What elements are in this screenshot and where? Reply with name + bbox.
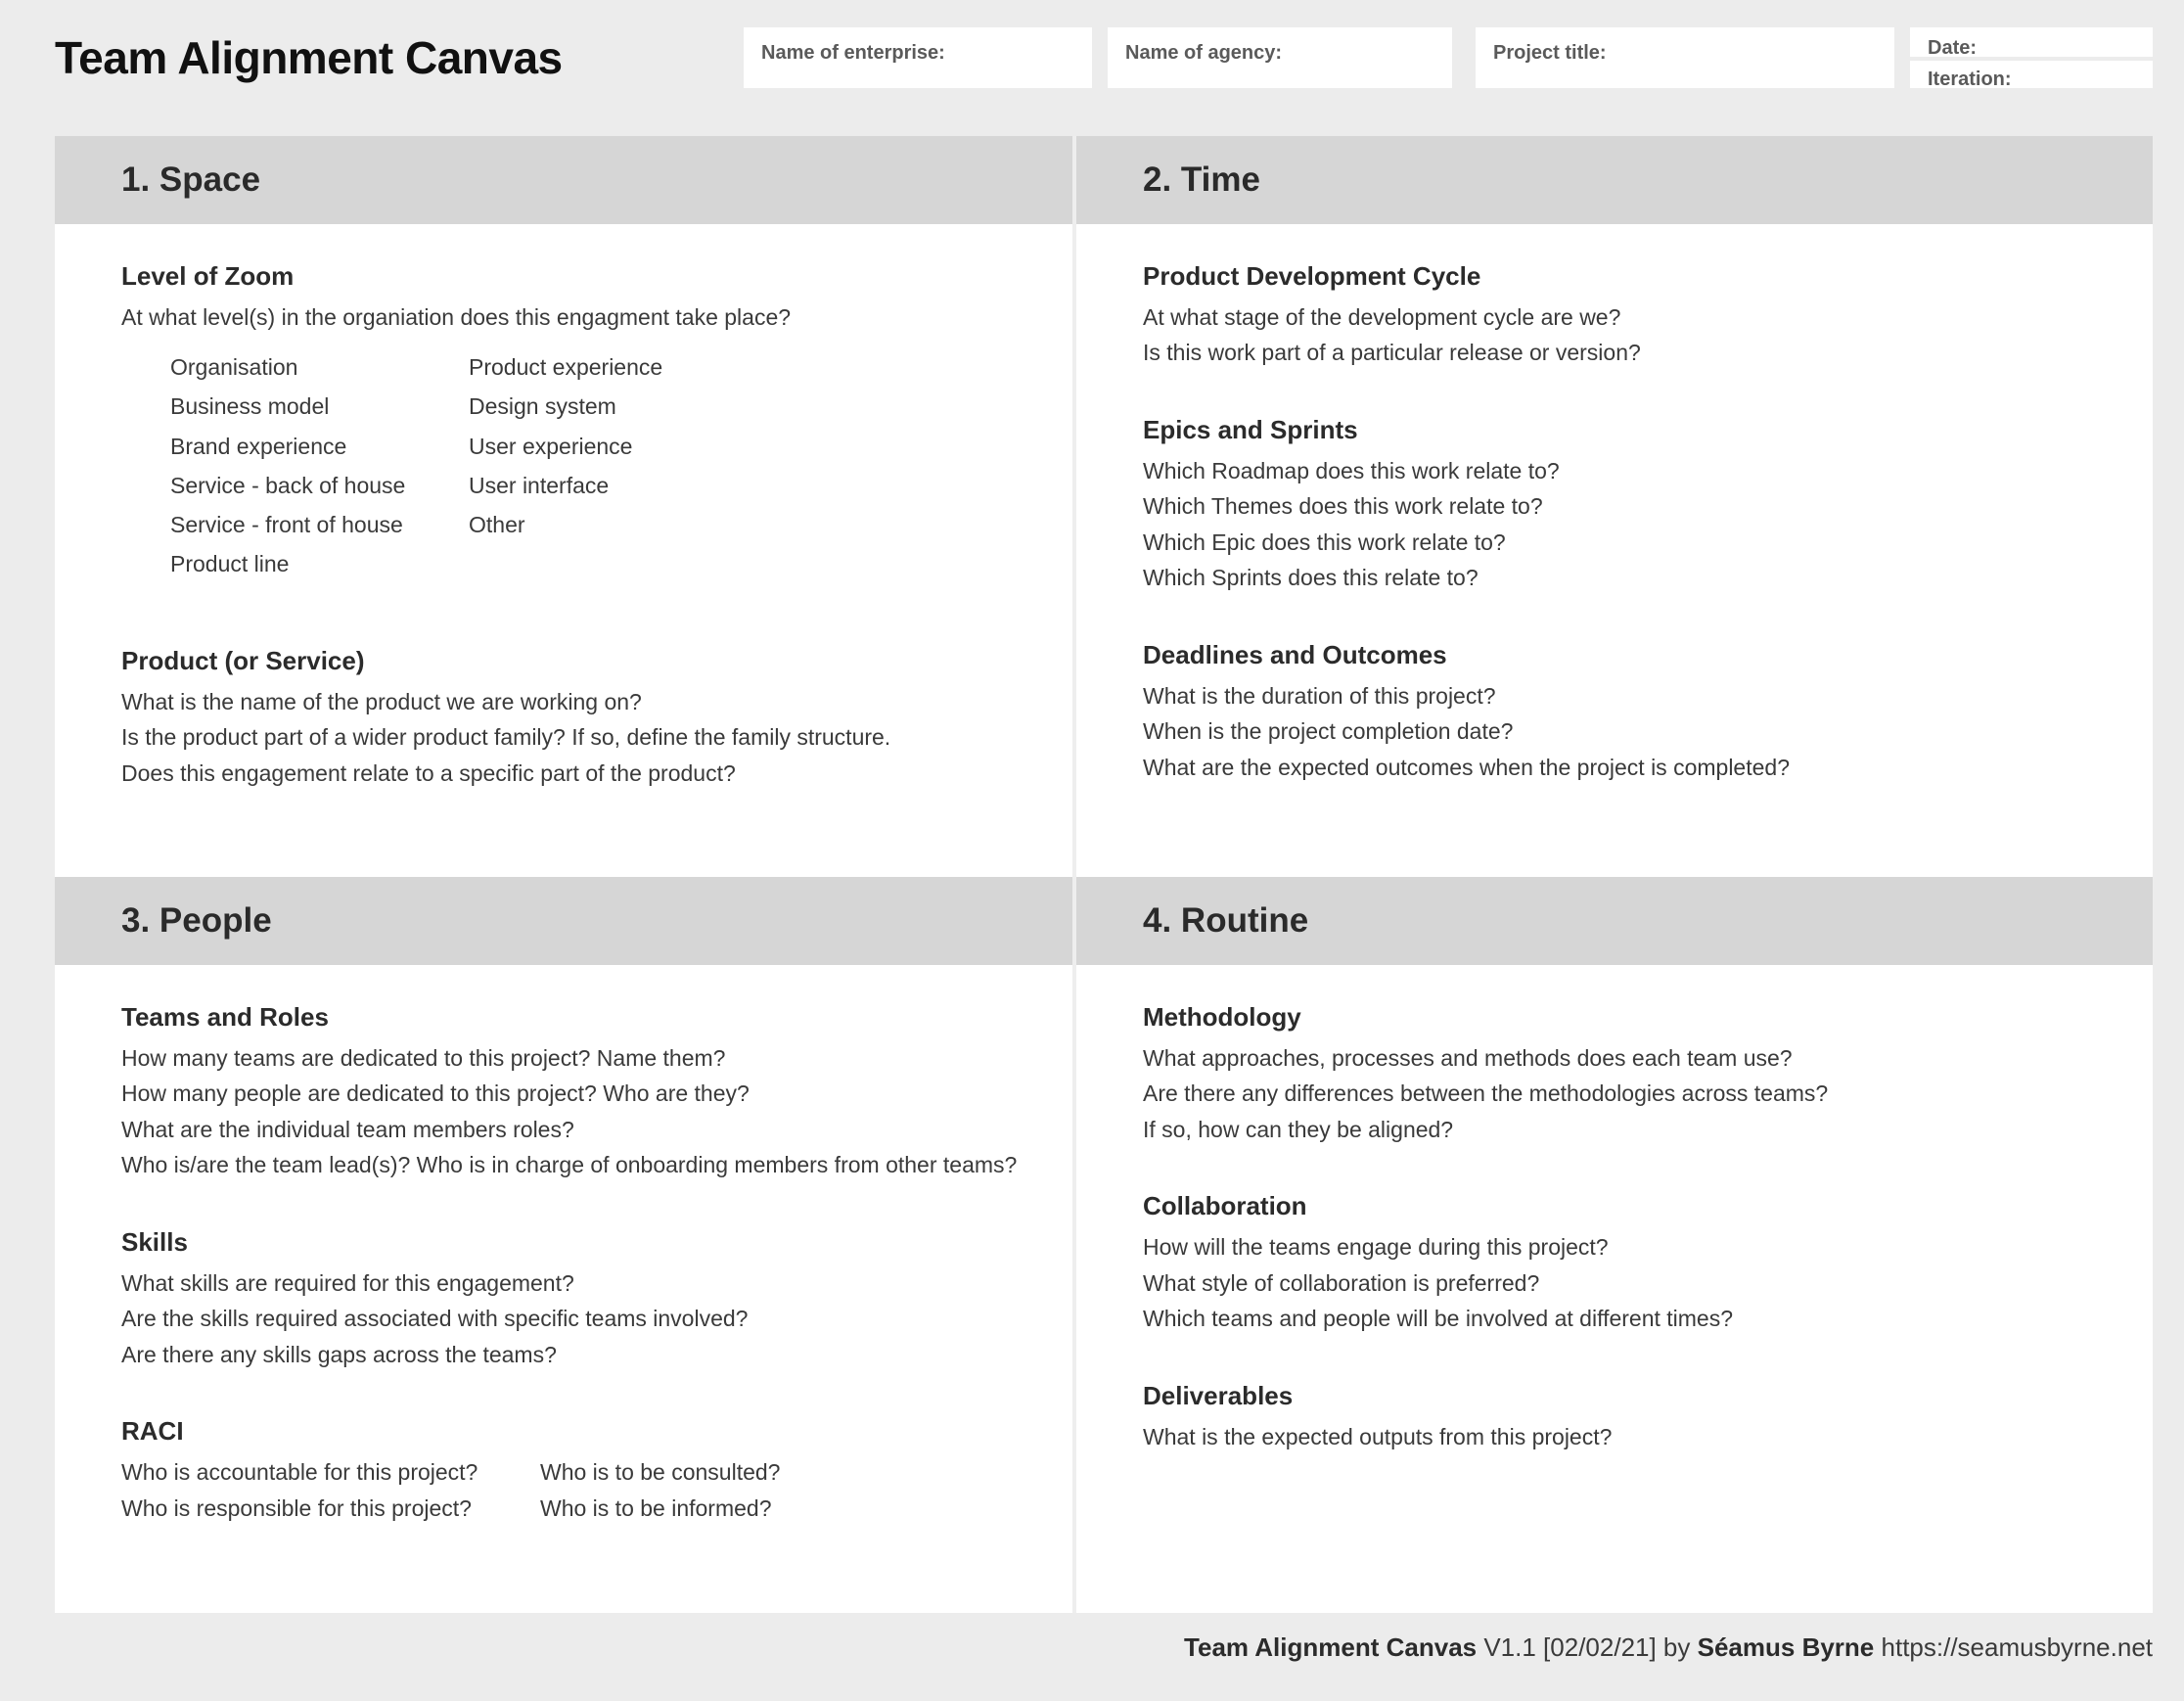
prompt: Who is to be informed? [540,1494,772,1521]
quadrant-time-body [1076,224,2153,782]
prompt: Who is responsible for this project? [121,1494,472,1521]
prompt: What are the individual team members roles? [121,1116,574,1142]
option-item[interactable]: Design system [469,393,616,420]
agency-name-label: Name of agency: [1125,42,1283,64]
spacer [121,1214,1033,1227]
spacer [1143,1177,2114,1191]
prompt: At what level(s) in the organiation does this engagment take place? [121,304,792,330]
option-item[interactable]: Other [469,511,525,537]
prompt: Which Sprints does this relate to? [1143,565,1479,591]
prompt: What style of collaboration is preferred? [1143,1269,1540,1296]
agency-name-field[interactable] [1108,27,1452,88]
block-title-epics-and-sprints: Epics and Sprints [1143,414,1358,444]
option-item[interactable]: Organisation [170,354,298,381]
prompt: Which teams and people will be involved at different times? [1143,1306,1734,1332]
block-title-raci: RACI [121,1416,184,1447]
option-item[interactable]: Business model [170,393,330,420]
spacer [121,1402,1033,1416]
block-raci [121,1416,1033,1530]
block-level-of-zoom [121,261,1033,583]
prompt: What approaches, processes and methods does each team use? [1143,1045,1793,1071]
project-title-field[interactable] [1476,27,1894,88]
quadrant-people-body [55,965,1072,1530]
block-skills [121,1227,1033,1369]
prompt: How will the teams engage during this project? [1143,1234,1609,1261]
quadrant-space [55,136,1072,877]
prompt: What is the expected outputs from this project? [1143,1423,1613,1449]
block-title-product-or-service: Product (or Service) [121,645,365,675]
block-title-level-of-zoom: Level of Zoom [121,261,295,291]
option-item[interactable]: Brand experience [170,433,347,459]
prompt: What is the duration of this project? [1143,682,1496,709]
option-item[interactable]: Product line [170,550,290,576]
quadrant-time-title: 2. Time [1143,161,1260,199]
prompt: What are the expected outcomes when the project is completed? [1143,754,1790,780]
block-epics-and-sprints [1143,415,2114,593]
prompt: What is the name of the product we are working on? [121,688,642,714]
footer-url[interactable]: https://seamusbyrne.net [1881,1632,2153,1662]
prompt: Which Roadmap does this work relate to? [1143,457,1560,483]
block-title-teams-and-roles: Teams and Roles [121,1002,329,1032]
block-title-deliverables: Deliverables [1143,1380,1294,1410]
quadrant-people-header [55,877,1072,965]
prompt: How many people are dedicated to this project? Who are they? [121,1080,750,1107]
prompt: If so, how can they be aligned? [1143,1116,1454,1142]
quadrant-routine [1076,877,2153,1613]
prompt: Who is to be consulted? [540,1459,781,1486]
quadrant-time-header [1076,136,2153,224]
quadrant-people-title: 3. People [121,901,272,940]
block-title-product-development-cycle: Product Development Cycle [1143,261,1481,291]
block-product-or-service [121,646,1033,788]
block-title-deadlines-and-outcomes: Deadlines and Outcomes [1143,639,1447,669]
enterprise-name-label: Name of enterprise: [761,42,945,64]
footer-credit [1184,1632,2153,1663]
block-collaboration [1143,1191,2114,1333]
prompt: What skills are required for this engagement? [121,1269,574,1296]
prompt: Who is accountable for this project? [121,1459,478,1486]
quadrant-space-body [55,224,1072,788]
enterprise-name-field[interactable] [744,27,1092,88]
canvas-topbar [0,0,2184,117]
prompt: Are there any skills gaps across the teams? [121,1341,557,1367]
page-title: Team Alignment Canvas [55,32,563,83]
iteration-label: Iteration: [1928,69,2012,90]
option-item[interactable]: User interface [469,472,610,498]
prompt: Who is/are the team lead(s)? Who is in charge of onboarding members from other teams? [121,1152,1018,1178]
project-title-label: Project title: [1493,42,1607,64]
quadrant-space-title: 1. Space [121,161,261,199]
spacer [121,617,1033,646]
block-title-skills: Skills [121,1226,188,1257]
option-item[interactable]: Service - back of house [170,472,406,498]
prompt: Which Epic does this work relate to? [1143,529,1506,555]
level-of-zoom-options [121,347,1033,582]
block-deliverables [1143,1381,2114,1451]
quadrant-routine-title: 4. Routine [1143,901,1309,940]
prompt: How many teams are dedicated to this project? Name them? [121,1045,726,1071]
footer-author: Séamus Byrne [1697,1632,1875,1662]
option-item-empty [469,544,1033,583]
block-title-methodology: Methodology [1143,1002,1301,1032]
prompt: Does this engagement relate to a specific part of the product? [121,759,736,786]
canvas-grid [55,136,2153,1613]
date-field[interactable] [1910,27,2153,57]
prompt: At what stage of the development cycle are we? [1143,304,1621,330]
raci-prompt-grid [121,1458,1033,1530]
spacer [1143,626,2114,640]
block-teams-and-roles [121,1002,1033,1180]
quadrant-time [1076,136,2153,877]
iteration-field[interactable] [1910,61,2153,88]
footer-product-name: Team Alignment Canvas [1184,1632,1478,1662]
spacer [1143,401,2114,415]
option-item[interactable]: User experience [469,433,633,459]
quadrant-routine-body [1076,965,2153,1451]
quadrant-space-header [55,136,1072,224]
quadrant-people [55,877,1072,1613]
block-product-development-cycle [1143,261,2114,368]
block-title-collaboration: Collaboration [1143,1191,1307,1221]
spacer [1143,1367,2114,1381]
prompt: Is this work part of a particular release or version? [1143,340,1641,366]
prompt: Which Themes does this work relate to? [1143,493,1543,520]
prompt: Are there any differences between the methodologies across teams? [1143,1080,1829,1107]
option-item[interactable]: Product experience [469,354,663,381]
footer-version: V1.1 [02/02/21] by [1483,1632,1691,1662]
option-item[interactable]: Service - front of house [170,511,403,537]
prompt: When is the project completion date? [1143,718,1514,745]
quadrant-routine-header [1076,877,2153,965]
block-methodology [1143,1002,2114,1144]
date-label: Date: [1928,37,1978,59]
prompt: Is the product part of a wider product family? If so, define the family structure. [121,724,891,751]
block-deadlines-and-outcomes [1143,640,2114,782]
prompt: Are the skills required associated with specific teams involved? [121,1306,749,1332]
